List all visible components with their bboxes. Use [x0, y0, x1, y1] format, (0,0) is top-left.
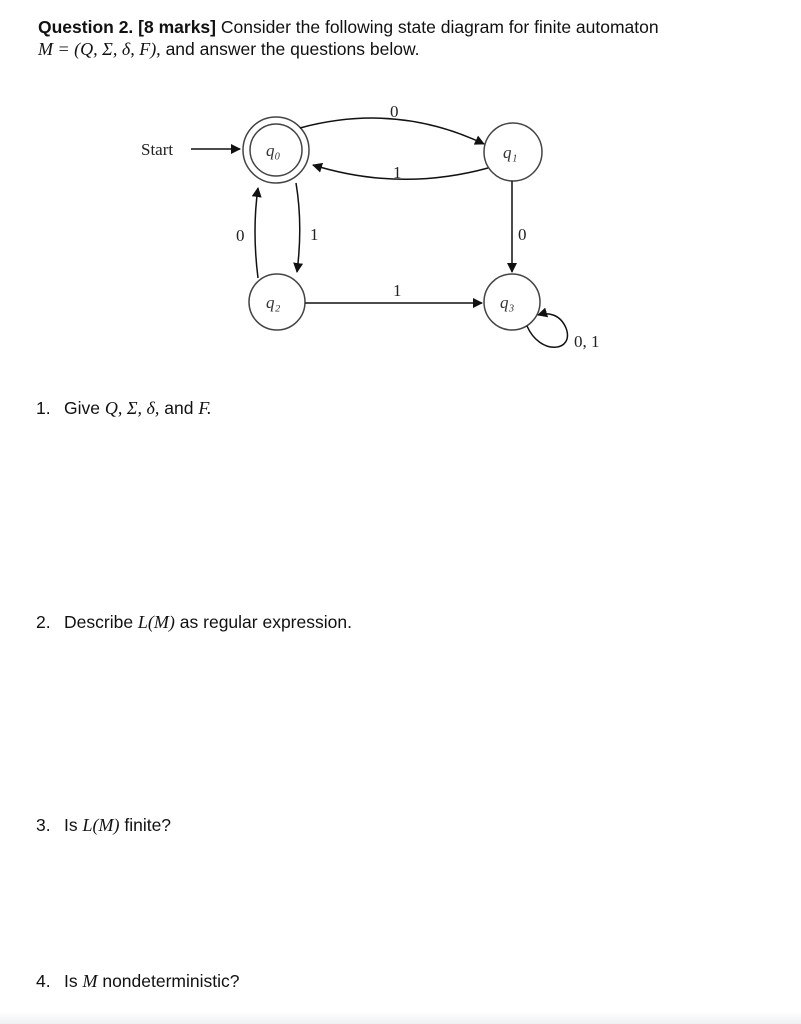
question-marks: [8 marks]	[138, 17, 216, 37]
state-q1-label: q₁	[503, 143, 518, 162]
question-number: 2.	[36, 612, 51, 632]
page-bottom-edge	[0, 1012, 801, 1024]
question-number: 4.	[36, 971, 51, 991]
question-intro: Consider the following state diagram for finite automaton	[220, 17, 659, 37]
edge-q1-q3-label: 0	[518, 225, 527, 244]
question-2: 2. Describe L(M) as regular expression.	[36, 612, 352, 632]
edge-q0-q2-label: 1	[310, 225, 319, 244]
question-3: 3. Is L(M) finite?	[36, 815, 172, 835]
question-number: 3.	[36, 815, 51, 835]
automaton-definition: M = (Q, Σ, δ, F),	[38, 39, 161, 59]
state-q2-label: q₂	[266, 293, 281, 312]
edge-q0-q1-label: 0	[390, 102, 399, 121]
question-4: 4. Is M nondeterministic?	[36, 971, 240, 991]
state-diagram	[0, 0, 801, 400]
question-tail: and answer the questions below.	[165, 39, 420, 59]
state-q3-label: q₃	[500, 293, 515, 312]
edge-q1-q0-label: 1	[393, 163, 402, 182]
edge-q2-q0-label: 0	[236, 226, 245, 245]
question-number: 1.	[36, 398, 51, 418]
edge-q0-q2	[296, 183, 300, 272]
start-label: Start	[141, 140, 174, 159]
question-label: Question 2.	[38, 17, 134, 37]
edge-q0-q1	[300, 118, 484, 144]
state-q0-label: q₀	[266, 141, 281, 160]
question-1: 1. Give Q, Σ, δ, and F.	[36, 398, 212, 418]
edge-q3-loop-label: 0, 1	[574, 332, 600, 351]
edge-q2-q0	[255, 188, 258, 278]
edge-q2-q3-label: 1	[393, 281, 402, 300]
